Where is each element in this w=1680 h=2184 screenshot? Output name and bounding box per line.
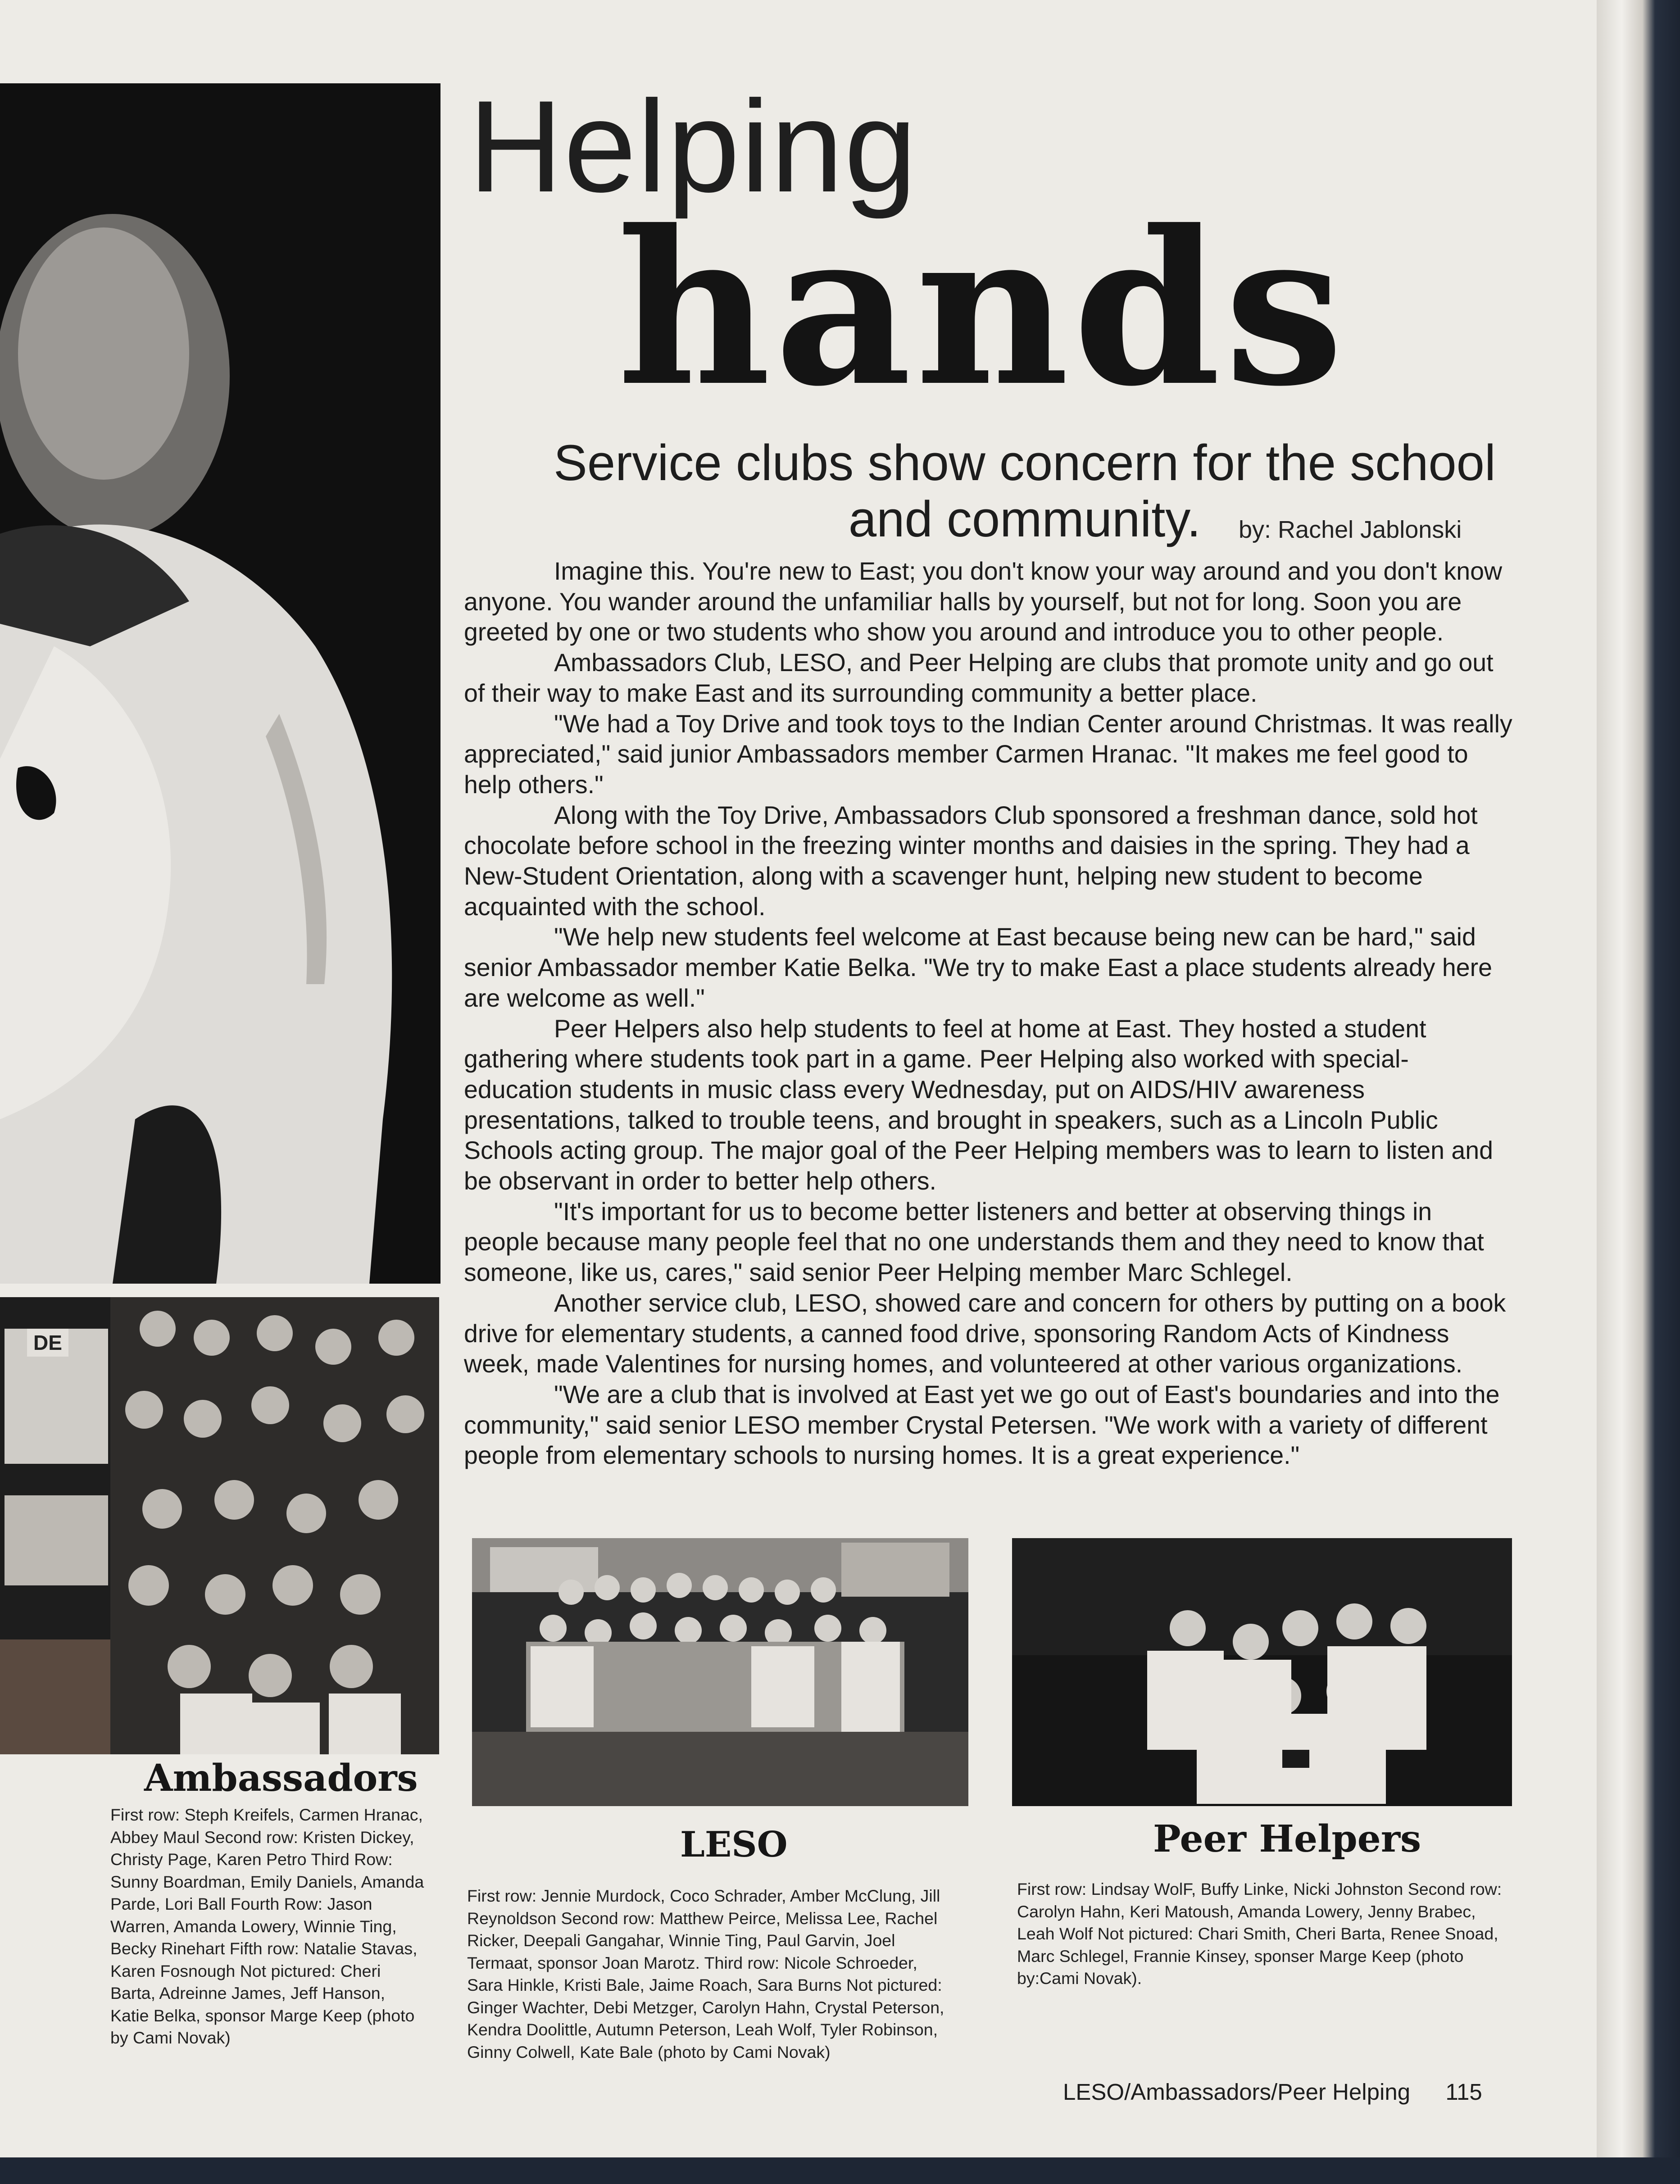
page-title-hands: hands <box>617 184 1348 433</box>
article-paragraph: Peer Helpers also help students to feel at home at East. They hosted a student gathering where students took part in a game. Peer Helping also worked with special-education students in music class every Wednesday, put on AIDS/HIV awareness presentations, talked to trouble teens, and brought in speakers, such as a Lincoln Public Schools acting group. The major goal of the Peer Helping members was to learn to listen and be observant in order to better help others. <box>464 1014 1493 1195</box>
page-subtitle: Service clubs show concern for the school and community. <box>554 435 1496 548</box>
page-footer <box>1063 2079 1482 2105</box>
byline: by: Rachel Jablonski <box>1239 516 1462 543</box>
leso-title: LESO <box>680 1824 788 1865</box>
ambassadors-title: Ambassadors <box>144 1757 418 1800</box>
article-paragraph: "We had a Toy Drive and took toys to the Indian Center around Christmas. It was really appreciated," said junior Ambassadors member Carmen Hranac. "It makes me feel good to help others." <box>464 709 1512 799</box>
leso-caption: First row: Jennie Murdock, Coco Schrader, Amber McClung, Jill Reynoldson Second row: Matthew Peirce, Melissa Lee, Rachel Ricker, Deepali Gangahar, Winnie Ting, Paul Garvin, Joel Termaat, sponsor Joan Marotz. Third row: Nicole Schroeder, Sara Hinkle, Kristi Bale, Jaime Roach, Sara Burns Not pictured: Ginger Wachter, Debi Metzger, Carolyn Hahn, Crystal Peterson, Kendra Doolittle, Autumn Peterson, Leah Wolf, Tyler Robinson, Ginny Colwell, Kate Bale (photo by Cami Novak) <box>467 1886 944 2061</box>
book-spine <box>1597 0 1680 2184</box>
article-paragraph: Imagine this. You're new to East; you don't know your way around and you don't know anyone. You wander around the unfamiliar halls by yourself, but not for long. Soon you are greeted by one or two students who show you around and introduce you to other people. <box>464 557 1503 646</box>
peer-helpers-caption: First row: Lindsay WolF, Buffy Linke, Nicki Johnston Second row: Carolyn Hahn, Keri Matoush, Amanda Lowery, Jenny Brabec, Leah Wolf Not pictured: Chari Smith, Cheri Barta, Renee Snoad, Marc Schlegel, Frannie Kinsey, sponser Marge Keep (photo by:Cami Novak). <box>1017 1880 1502 1988</box>
article-body <box>464 556 1513 1471</box>
ambassadors-caption: First row: Steph Kreifels, Carmen Hranac, Abbey Maul Second row: Kristen Dickey, Christy Page, Karen Petro Third Row: Sunny Boardman, Emily Daniels, Amanda Parde, Lori Ball Fourth Row: Jason Warren, Amanda Lowery, Winnie Ting, Becky Rinehart Fifth row: Natalie Stavas, Karen Fosnough Not pictured: Cheri Barta, Adreinne James, Jeff Hanson, Katie Belka, sponsor Marge Keep (photo by Cami Novak) <box>110 1805 424 2047</box>
article-paragraph: "We help new students feel welcome at East because being new can be hard," said senior Ambassador member Katie Belka. "We try to make East a place students already here are welcome as well." <box>464 923 1492 1012</box>
leso-photo <box>472 1538 968 1806</box>
peer-helpers-title: Peer Helpers <box>1153 1817 1421 1861</box>
main-photo <box>0 83 440 1284</box>
book-bottom-edge <box>0 2157 1680 2184</box>
article-paragraph: Along with the Toy Drive, Ambassadors Club sponsored a freshman dance, sold hot chocolate before school in the freezing winter months and daisies in the spring. They had a New-Student Orientation, along with a scavenger hunt, helping new student to become acquainted with the school. <box>464 801 1478 921</box>
photo-sign: DE <box>27 1329 68 1357</box>
ambassadors-photo <box>0 1297 439 1754</box>
footer-section: LESO/Ambassadors/Peer Helping <box>1063 2079 1411 2105</box>
article-paragraph: Another service club, LESO, showed care and concern for others by putting on a book drive for elementary students, a canned food drive, sponsoring Random Acts of Kindness week, made Valentines for nursing homes, and volunteered at other various organizations. <box>464 1289 1506 1378</box>
page-title-helping: Helping <box>468 73 918 219</box>
article-paragraph: "We are a club that is involved at East yet we go out of East's boundaries and into the community," said senior LESO member Crystal Petersen. "We work with a variety of different people from elementary schools to nursing homes. It is a great experience." <box>464 1380 1500 1470</box>
peer-helpers-photo <box>1012 1538 1512 1806</box>
article-paragraph: Ambassadors Club, LESO, and Peer Helping are clubs that promote unity and go out of their way to make East and its surrounding community a better place. <box>464 649 1494 707</box>
article-paragraph: "It's important for us to become better listeners and better at observing things in people because many people feel that no one understands them and they need to know that someone, like us, cares," said senior Peer Helping member Marc Schlegel. <box>464 1197 1484 1287</box>
page-number: 115 <box>1445 2079 1482 2105</box>
